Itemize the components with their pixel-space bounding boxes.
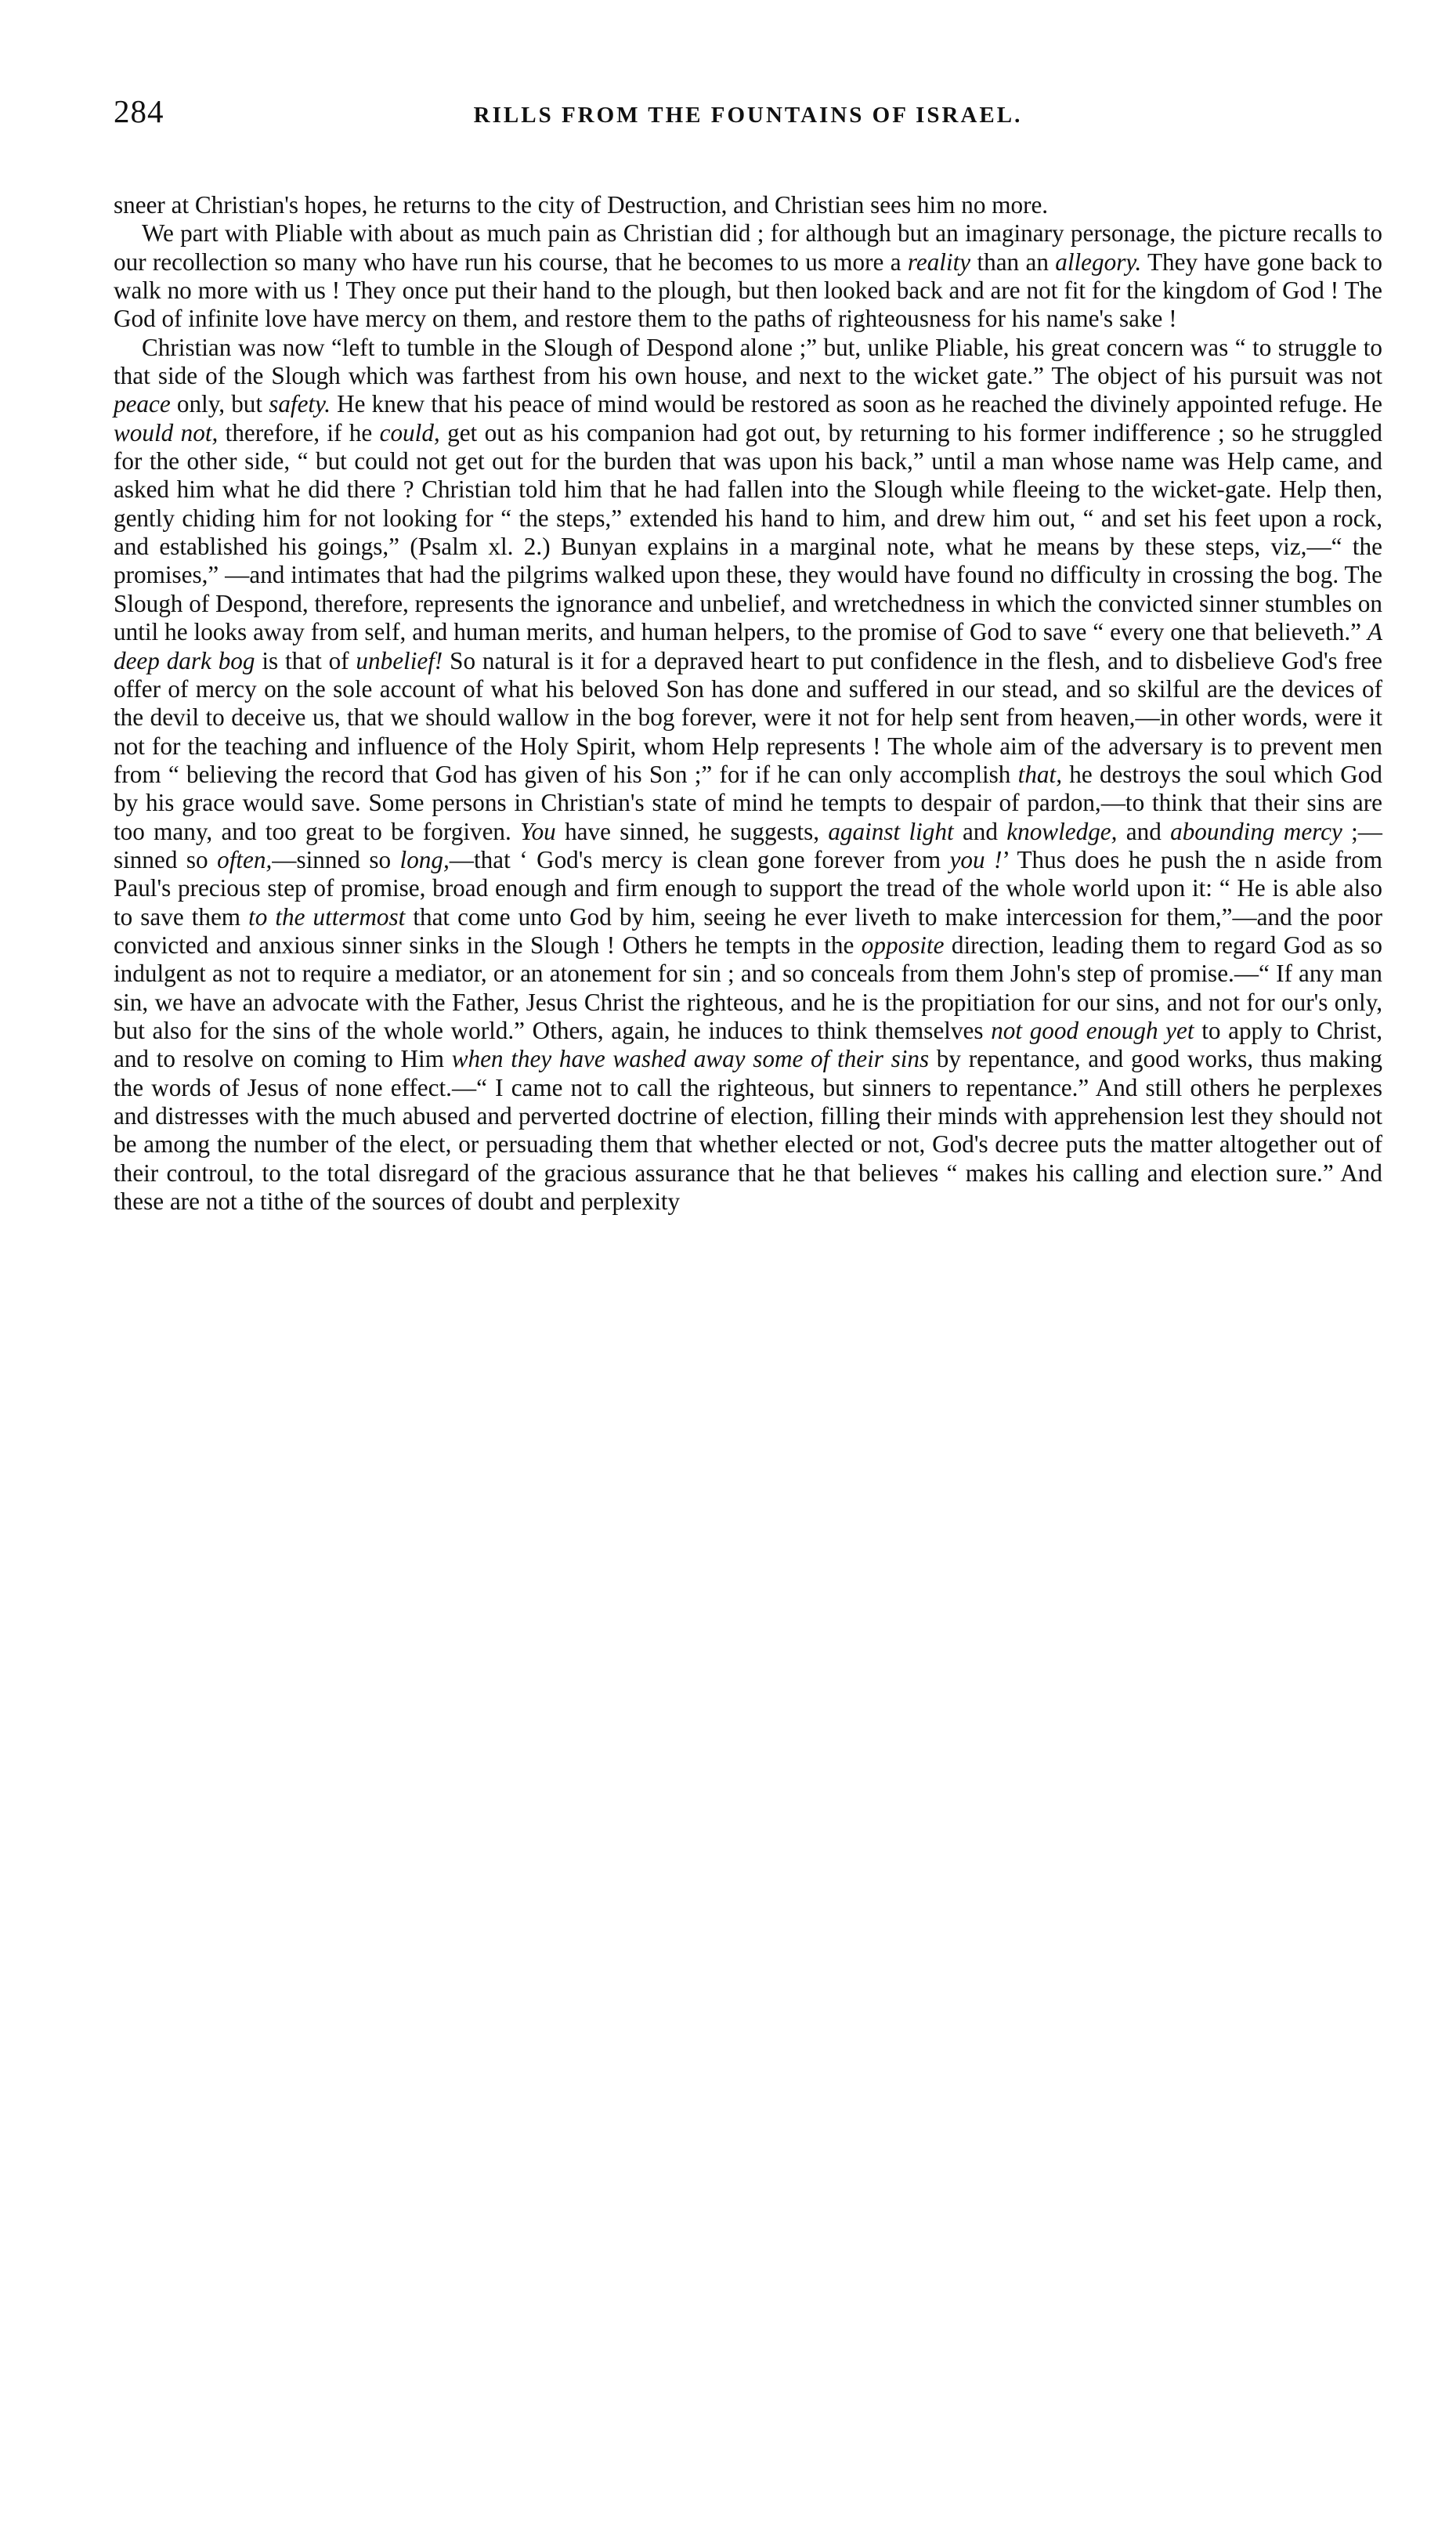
- text-run: and: [953, 817, 1007, 845]
- italic-text: against light: [828, 817, 954, 845]
- text-run: he destroys the soul which God by his grace would save. Some persons in Christian's state of mind he tempts to despair of pardon,—to think that their sins are too many, and too great to be forgiven.: [114, 760, 1382, 845]
- text-run: So natural is it for a depraved heart to put confidence in the flesh, and to disbelieve God's free offer of mercy on the sole account of what his beloved Son has done and suffered in our stead, and so skilful are the devices of the devil to deceive us, that we should wallow in the bog forever, were it not for help sent from heaven,—in other words, were it not for the teaching and influence of the Holy Spirit, whom Help represents ! The whole aim of the adversary is to prevent men from “ believing the record that God has given of his Son ;” for if he can only accomplish: [114, 646, 1382, 788]
- italic-text: allegory.: [1055, 248, 1142, 276]
- text-run: only, but: [170, 390, 269, 418]
- italic-text: reality: [907, 248, 971, 276]
- italic-text: when they have washed away some of their sins: [451, 1045, 930, 1073]
- text-run: ’ Thus does he push the n aside from Paul's precious step of promise, broad enough and firm enough to support the tread of the whole world upon it: “ He is able also to save them: [114, 845, 1383, 931]
- italic-text: you !: [949, 845, 1003, 873]
- italic-text: to the uttermost: [248, 902, 406, 931]
- italic-text: peace: [114, 390, 171, 418]
- italic-text: that,: [1017, 760, 1062, 788]
- text-run: He knew that his peace of mind would be restored as soon as he reached the divinely appointed refuge. He: [331, 390, 1382, 418]
- body-text: [114, 191, 1382, 1216]
- text-run: get out as his companion had got out, by returning to his former indifference ; so he struggled for the other side, “ but could not get out for the burden that was upon his back,” until a man whose name was Help came, and asked him what he did there ? Christian told him that he had fallen into the Slough while fleeing to the wicket-gate. Help then, gently chiding him for not looking for “ the steps,” extended his hand to him, and drew him out, “ and set his feet upon a rock, and established his goings,” (Psalm xl. 2.) Bunyan explains in a marginal note, what he means by these steps, viz,—“ the promises,” —and intimates that had the pilgrims walked upon these, they would have found no difficulty in crossing the bog. The Slough of Despond, therefore, represents the ignorance and unbelief, and wretchedness in which the convicted sinner stumbles on until he looks away from self, and human merits, and human helpers, to the promise of God to save “ every one that believeth.”: [114, 418, 1382, 646]
- text-run: They have gone back to walk no more with us ! They once put their hand to the plough, but then looked back and are not fit for the kingdom of God ! The God of infinite love have mercy on them, and restore them to the paths of righteousness for his name's sake !: [114, 248, 1382, 333]
- italic-text: opposite: [861, 931, 945, 959]
- italic-text: safety.: [269, 390, 331, 418]
- text-run: —that ‘ God's mercy is clean gone forever from: [449, 845, 950, 873]
- text-run: than an: [970, 248, 1056, 276]
- italic-text: often,: [217, 845, 273, 873]
- text-run: by repentance, and good works, thus making the words of Jesus of none effect.—“ I came not to call the righteous, but sinners to repentance.” And still others he perplexes and distresses with the much abused and perverted doctrine of election, filling their minds with apprehension lest they should not be among the number of the elect, or persuading them that whether elected or not, God's decree puts the matter altogether out of their controul, to the total disregard of the gracious assurance that he that believes “ makes his calling and election sure.” And these are not a tithe of the sources of doubt and perplexity: [114, 1045, 1382, 1216]
- italic-text: abounding mercy: [1170, 817, 1342, 845]
- text-run: have sinned, he suggests,: [555, 817, 829, 845]
- text-run: and: [1117, 817, 1171, 845]
- italic-text: You: [520, 817, 556, 845]
- book-page: [114, 92, 1382, 1216]
- italic-text: not good enough yet: [991, 1016, 1194, 1044]
- page-header: [114, 92, 1382, 160]
- text-run: ;— sinned so: [114, 817, 1382, 873]
- italic-text: unbelief!: [356, 646, 443, 674]
- text-run: Christian was now “left to tumble in the Slough of Despond alone ;” but, unlike Pliable, his great concern was “ to struggle to that side of the Slough which was farthest from his own house, and next to the wicket gate.” The object of his pursuit was not: [114, 333, 1382, 390]
- text-run: is that of: [255, 646, 356, 674]
- italic-text: knowledge,: [1006, 817, 1118, 845]
- paragraph-2: [114, 219, 1382, 333]
- text-run: —sinned so: [272, 845, 400, 873]
- italic-text: long,: [399, 845, 450, 873]
- paragraph-3: [114, 334, 1382, 1217]
- italic-text: A deep dark bog: [114, 618, 1382, 674]
- italic-text: could,: [379, 418, 440, 446]
- paragraph-1: [114, 191, 1382, 219]
- text-run: therefore, if he: [218, 418, 380, 446]
- running-head: RILLS FROM THE FOUNTAINS OF ISRAEL.: [473, 103, 1023, 128]
- text-run: sneer at Christian's hopes, he returns to the city of Destruction, and Christian sees him no more.: [114, 191, 1049, 219]
- text-run: that come unto God by him, seeing he ever liveth to make intercession for them,”—and the poor convicted and anxious sinner sinks in the Slough ! Others he tempts in the: [114, 902, 1382, 959]
- text-run: We part with Pliable with about as much pain as Christian did ; for although but an imaginary personage, the picture recalls to our recollection so many who have run his course, that he becomes to us more a: [114, 219, 1382, 276]
- italic-text: would not,: [114, 418, 219, 446]
- text-run: direction, leading them to regard God as so indulgent as not to require a mediator, or an atonement for sin ; and so conceals from them John's step of promise.—“ If any man sin, we have an advocate with the Father, Jesus Christ the righteous, and he is the propitiation for our sins, and not for our's only, but also for the sins of the whole world.” Others, again, he induces to think themselves: [114, 931, 1382, 1044]
- page-number: 284: [114, 93, 164, 129]
- text-run: to apply to Christ, and to resolve on coming to Him: [114, 1016, 1383, 1073]
